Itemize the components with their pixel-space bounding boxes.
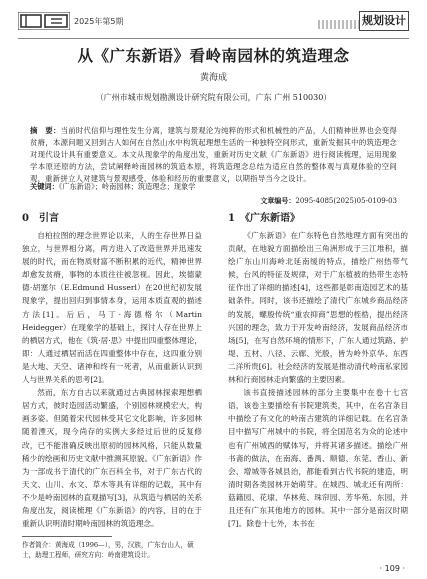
- footnote-rule: [22, 536, 112, 537]
- doc-code-value: 2095-4085(2025)05-0109-03: [295, 197, 397, 205]
- author-affiliation: （广州市城市规划勘测设计研究院有限公司，广东 广州 510030）: [95, 93, 332, 102]
- article-title: 从《广东新语》看岭南园林的筑造理念: [77, 46, 350, 65]
- abstract-label: 摘 要：: [30, 126, 61, 135]
- journal-logo-icon: [18, 12, 70, 30]
- issue-label: 2025年第5期: [74, 17, 124, 26]
- header-decoration: [318, 20, 362, 29]
- left-column: [22, 212, 202, 530]
- page-number: · 109 ·: [379, 564, 405, 573]
- section-heading-intro: 0 引言: [22, 213, 59, 224]
- header-rule: [18, 38, 409, 39]
- paragraph: 《广东新语》在广东特色自然地理方面有突出的贡献，在地貌方面描绘出三角洲形成于三江堆积，描绘广东山川海岭北延南缓的特点，描绘广州热带气候，台风的特征及规律，对于广东植被的热带生态特征作出了详细的描述[4]，这些都是彰南造园艺术的基础条件。同时，该书还描绘了清代广东城乡商品经济的发展，螺殷传统“重农抑商”思想的桎梏，提出经济兴国的理念，致力于开发岭南经济，发展商品经济市场[5]，在写自然环境的情形下，广东人通过筑路、护堤、五材、八径、云廊、光殷，皆为岭外京华、东西二洋所贵[6]。社会经济的发展是推动清代岭南私家园林和行商园林走向繁盛的主要因素。: [228, 231, 408, 385]
- abstract: [30, 125, 397, 185]
- doc-code: [260, 196, 397, 206]
- keywords: [30, 182, 195, 192]
- keywords-text: 《广东新语》；岭南园林；筑造理念；现象学: [58, 182, 196, 191]
- paragraph: 自柏拉图的理念世界论以来，人的生存世界日益独立，与世界相分离，两方进入了改造世界并迅速发展的时代，而在物质财富不断积累的近代，精神世界却愈发贫瘠，事物的本质往往被忽视。因此，埃德蒙德·胡塞尔（E.Edmund Husserl）在20世纪初发展现象学，提出回归到事情本身，运用本质直观的描述方法[1]。后后，马丁·海德格尔（Martin Heidegger）在现象学的基础上，探讨人存在世界上的栖居方式，他在《筑·居·思》中提出四重整体理论，即：人通过栖居而活在四重整体中存在，这四重分别是大地、天空、诸神和终有一死者，从而重新认识到人与世界关系的思考[2]。: [22, 231, 202, 385]
- section-heading-source: 1 《广东新语》: [228, 213, 300, 224]
- abstract-text: 当前时代信仰与理性发生分离，建筑与景观沦为纯粹的形式和机械性的产品，人们精神世界也会变得贫瘠，本源问题又回到古人如何在自然山水中构筑起理想生活的一种独特空间形式，重新发掘其中的筑造理念对现代设计具有重要意义。本文从现象学的角度出发，重新对历史文献《广东新语》进行阅读梳理，运用现象学本原还原的方法，尝试阐释岭南园林的筑造本原，将筑造理念总结为适应自然的整体观与真观体验的空间观，重新拼立人对建筑与景观感受、体验和经历的重要意义，以期指导当今之设计。: [30, 126, 397, 183]
- paragraph: 该书直接描述园林的部分主要集中在卷十七宫语，该卷主要描绘有书院建筑类，其中，在名宫条目中描绘了有文化的岭南古建筑的详细记载。在名宫条目中描写广州城中的书院，将全国范名为众的论述中也有广州城西的赋体写，并将其诸多描述。描绘广州书斋的做法，在南海、番禺、顺德、东莞、香山、新会、增城等各城县治，都能看到古代书院的建造，明清时期各类园林开始萌芽。在城西、城北还有两所：菇籍园、花埭、华林苑、珠帘园、芳华苑、东园，并且还有广东其他地方的园林。其中一部分是南汉时期[7]。除卷十七外，本书在: [228, 388, 408, 529]
- paragraph: 然而，东方自古以来就通过古典园林探索理想栖居方式，彼时造园活动繁盛，个别园林规模宏大，构画多姿。但随着宋代园林受其它文化影响，许多园林随着湮灭，现今尚存的实例大多经过后世的反复修改，已不能准确反映出原初的园林风格，只能从数量稀少的绘画和历史文献中推测其原貌。《广东新语》作为一部成书于清代的广东百科全书，对于广东古代的天文、山川、水文、草木等具有详细的记载，其中有不少是岭南园林的直观描写[3]，从筑造与栖居的关系角度出发，阅读梳理《广东新语》的内容，目的在于重新认识明清时期岭南园林的筑造理念。: [22, 388, 202, 529]
- article-author: 黄海成: [199, 73, 227, 83]
- page-header: [18, 8, 409, 36]
- keywords-label: 关键词：: [30, 182, 59, 191]
- footnote: 作者简介：黄海成（1996—），男，汉族，广东台山人，硕士，助理工程师，研究方向：岭南建筑设计。: [22, 541, 194, 559]
- column-label: 规划设计: [359, 11, 409, 31]
- doc-code-label: 文章编号：: [260, 197, 296, 205]
- right-column: [228, 212, 408, 530]
